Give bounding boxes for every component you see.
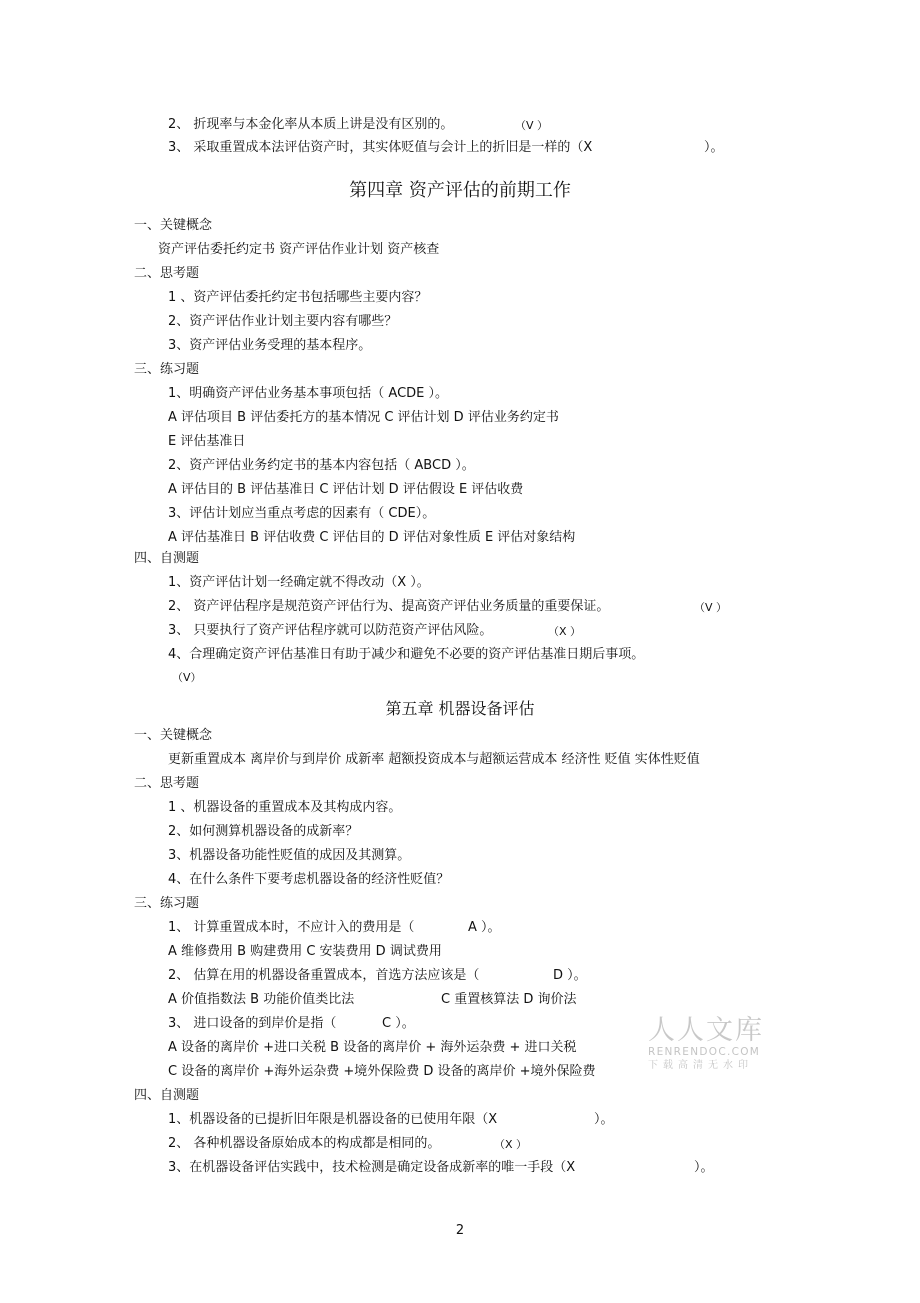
ch5-s2-item-2: 2、如何测算机器设备的成新率？ xyxy=(168,824,359,839)
ch5-s3-q3: 3、 进口设备的到岸价是指（ xyxy=(168,1016,337,1031)
ch5-s2-item-4: 4、在什么条件下要考虑机器设备的经济性贬值？ xyxy=(168,872,450,887)
ch5-s3-q1-options: A 维修费用 B 购建费用 C 安装费用 D 调试费用 xyxy=(168,944,442,959)
watermark-logo xyxy=(648,1016,772,1073)
ch4-s2-item-2: 2、资产评估作业计划主要内容有哪些？ xyxy=(168,314,398,329)
ch5-s3-q1: 1、 计算重置成本时，不应计入的费用是（ xyxy=(168,920,415,935)
ch4-s3-q1: 1、明确资产评估业务基本事项包括（ ACDE ）。 xyxy=(168,386,449,401)
ch4-s3-q3: 3、评估计划应当重点考虑的因素有（ CDE）。 xyxy=(168,506,436,521)
ch4-s4-q2: 2、 资产评估程序是规范资产评估行为、提高资产评估业务质量的重要保证。 xyxy=(168,599,610,614)
ch5-s1-heading: 一、关键概念 xyxy=(134,728,213,743)
ch4-s1-heading: 一、关键概念 xyxy=(134,218,213,233)
ch4-s3-q1-options-1: A 评估项目 B 评估委托方的基本情况 C 评估计划 D 评估业务约定书 xyxy=(168,410,559,425)
ch5-s3-q1-answer: A ）。 xyxy=(468,920,501,935)
ch4-s4-q4-answer: （V） xyxy=(172,671,202,684)
ch4-s4-q3-answer: （X ） xyxy=(548,625,582,638)
ch4-s1-content: 资产评估委托约定书 资产评估作业计划 资产核查 xyxy=(158,242,440,257)
ch5-s3-q2: 2、 估算在用的机器设备重置成本，首选方法应该是（ xyxy=(168,968,480,983)
ch5-s4-heading: 四、自测题 xyxy=(134,1088,200,1103)
ch4-s3-q1-options-2: E 评估基准日 xyxy=(168,434,246,449)
ch5-s2-item-1: 1 、机器设备的重置成本及其构成内容。 xyxy=(168,800,402,815)
ch4-s2-item-1: 1 、资产评估委托约定书包括哪些主要内容？ xyxy=(168,290,428,305)
ch5-s4-q3-end: ）。 xyxy=(694,1160,714,1175)
ch5-s3-q2-answer: D ）。 xyxy=(553,968,587,983)
ch4-s4-q3: 3、 只要执行了资产评估程序就可以防范资产评估风险。 xyxy=(168,623,493,638)
ch5-s4-q1-end: ）。 xyxy=(594,1112,614,1127)
ch4-s2-heading: 二、思考题 xyxy=(134,266,200,281)
ch5-s3-q2-options-b: C 重置核算法 D 询价法 xyxy=(441,992,577,1007)
watermark-en: RENRENDOC.COM xyxy=(648,1046,761,1058)
carryover-q3: 3、 采取重置成本法评估资产时，其实体贬值与会计上的折旧是一样的（X xyxy=(168,140,593,155)
ch5-s4-q1: 1、机器设备的已提折旧年限是机器设备的已使用年限（X xyxy=(168,1112,498,1127)
ch4-s3-heading: 三、练习题 xyxy=(134,362,200,377)
watermark-cn: 人人文库 xyxy=(648,1015,764,1046)
ch4-s4-q4: 4、合理确定资产评估基准日有助于减少和避免不必要的资产评估基准日期后事项。 xyxy=(168,647,645,662)
ch4-s2-item-3: 3、资产评估业务受理的基本程序。 xyxy=(168,338,372,353)
chapter-4-title: 第四章 资产评估的前期工作 xyxy=(349,180,571,201)
ch5-s2-item-3: 3、机器设备功能性贬值的成因及其测算。 xyxy=(168,848,411,863)
ch5-s3-q2-options-a: A 价值指数法 B 功能价值类比法 xyxy=(168,992,355,1007)
ch4-s3-q2: 2、资产评估业务约定书的基本内容包括（ ABCD ）。 xyxy=(168,458,475,473)
ch5-s3-q3-options-1: A 设备的离岸价 +进口关税 B 设备的离岸价 + 海外运杂费 + 进口关税 xyxy=(168,1040,577,1055)
watermark-tag: 下载高清无水印 xyxy=(648,1060,753,1071)
ch5-s3-q3-answer: C ）。 xyxy=(382,1016,415,1031)
ch5-s2-heading: 二、思考题 xyxy=(134,776,200,791)
ch5-s3-q3-options-2: C 设备的离岸价 +海外运杂费 +境外保险费 D 设备的离岸价 +境外保险费 xyxy=(168,1064,596,1079)
ch4-s4-heading: 四、自测题 xyxy=(134,551,200,566)
ch4-s4-q2-answer: （V ） xyxy=(694,601,728,614)
ch5-s4-q2: 2、 各种机器设备原始成本的构成都是相同的。 xyxy=(168,1136,441,1151)
page-number: 2 xyxy=(455,1223,465,1238)
ch4-s4-q1: 1、资产评估计划一经确定就不得改动（X ）。 xyxy=(168,575,430,590)
carryover-q3-end: ）。 xyxy=(704,140,724,155)
carryover-q2: 2、 折现率与本金化率从本质上讲是没有区别的。 xyxy=(168,117,454,132)
ch4-s3-q3-options: A 评估基准日 B 评估收费 C 评估目的 D 评估对象性质 E 评估对象结构 xyxy=(168,530,576,545)
ch5-s4-q2-answer: （X ） xyxy=(494,1138,528,1151)
carryover-q2-answer: （V ） xyxy=(515,119,549,132)
chapter-5-title: 第五章 机器设备评估 xyxy=(385,699,535,718)
ch5-s1-content: 更新重置成本 离岸价与到岸价 成新率 超额投资成本与超额运营成本 经济性 贬值 实体性贬值 xyxy=(168,752,700,767)
ch5-s4-q3: 3、在机器设备评估实践中，技术检测是确定设备成新率的唯一手段（X xyxy=(168,1160,576,1175)
ch4-s3-q2-options: A 评估目的 B 评估基准日 C 评估计划 D 评估假设 E 评估收费 xyxy=(168,482,524,497)
ch5-s3-heading: 三、练习题 xyxy=(134,896,200,911)
